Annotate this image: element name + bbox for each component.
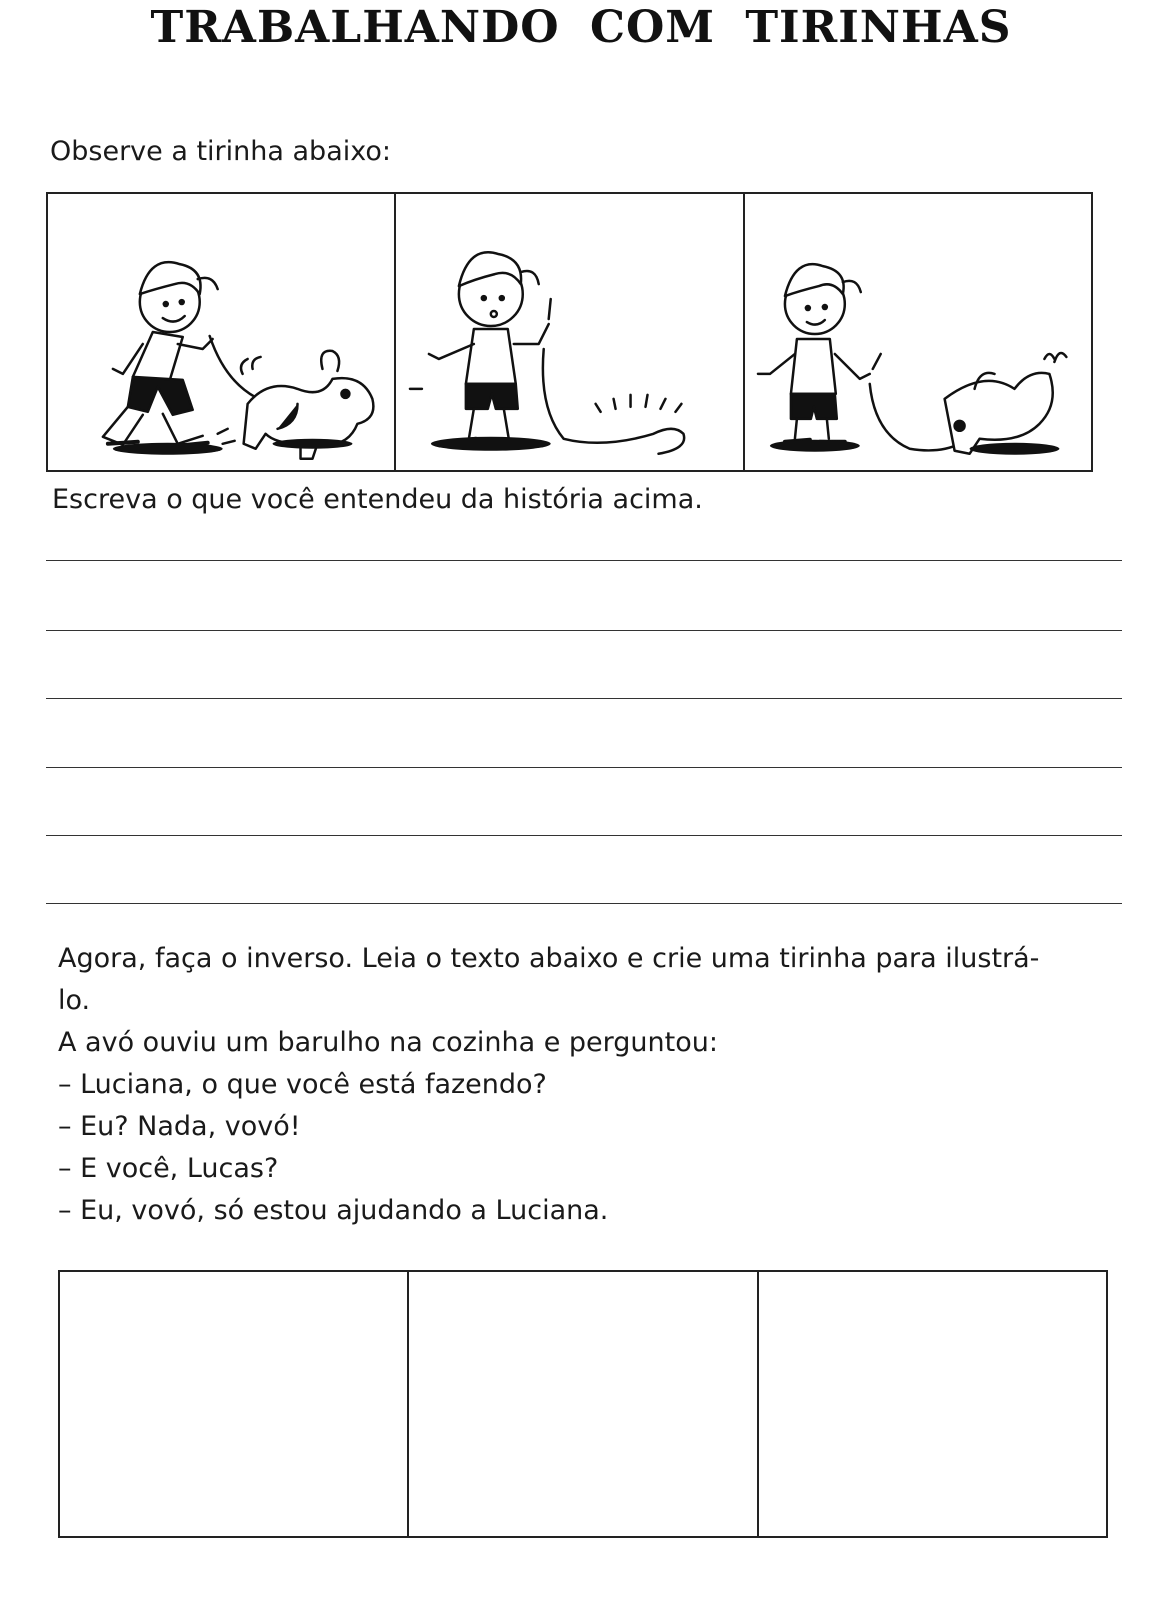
blank-panel-3[interactable]: [759, 1272, 1106, 1536]
answer-line-3[interactable]: [46, 698, 1122, 699]
dialogue-line: – Eu? Nada, vovó!: [58, 1111, 301, 1142]
blank-panel-2[interactable]: [409, 1272, 758, 1536]
comic-strip: [46, 192, 1093, 472]
comic-panel-1: [48, 194, 396, 470]
instruction-line-2: lo.: [58, 985, 91, 1016]
blank-panel-1[interactable]: [60, 1272, 409, 1536]
dog-returns-illustration: [745, 194, 1091, 470]
dialogue-line: – Luciana, o que você está fazendo?: [58, 1069, 547, 1100]
comic-panel-3: [745, 194, 1091, 470]
boy-holding-empty-leash-illustration: [396, 194, 742, 470]
story-intro: A avó ouviu um barulho na cozinha e perguntou:: [58, 1027, 718, 1058]
story-block: [58, 938, 1108, 1232]
comic-panel-2: [396, 194, 744, 470]
blank-comic-strip: [58, 1270, 1108, 1538]
observe-prompt: Observe a tirinha abaixo:: [50, 136, 392, 167]
answer-line-1[interactable]: [46, 560, 1122, 561]
answer-line-4[interactable]: [46, 767, 1122, 768]
boy-walking-dog-illustration: [48, 194, 394, 470]
dialogue-line: – E você, Lucas?: [58, 1153, 279, 1184]
write-prompt: Escreva o que você entendeu da história acima.: [52, 484, 703, 515]
answer-line-2[interactable]: [46, 630, 1122, 631]
instruction-line-1: Agora, faça o inverso. Leia o texto abaixo e crie uma tirinha para ilustrá-: [58, 943, 1040, 974]
dialogue-line: – Eu, vovó, só estou ajudando a Luciana.: [58, 1195, 609, 1226]
answer-line-6[interactable]: [46, 903, 1122, 904]
answer-line-5[interactable]: [46, 835, 1122, 836]
worksheet-title: TRABALHANDO COM TIRINHAS: [150, 2, 1012, 53]
